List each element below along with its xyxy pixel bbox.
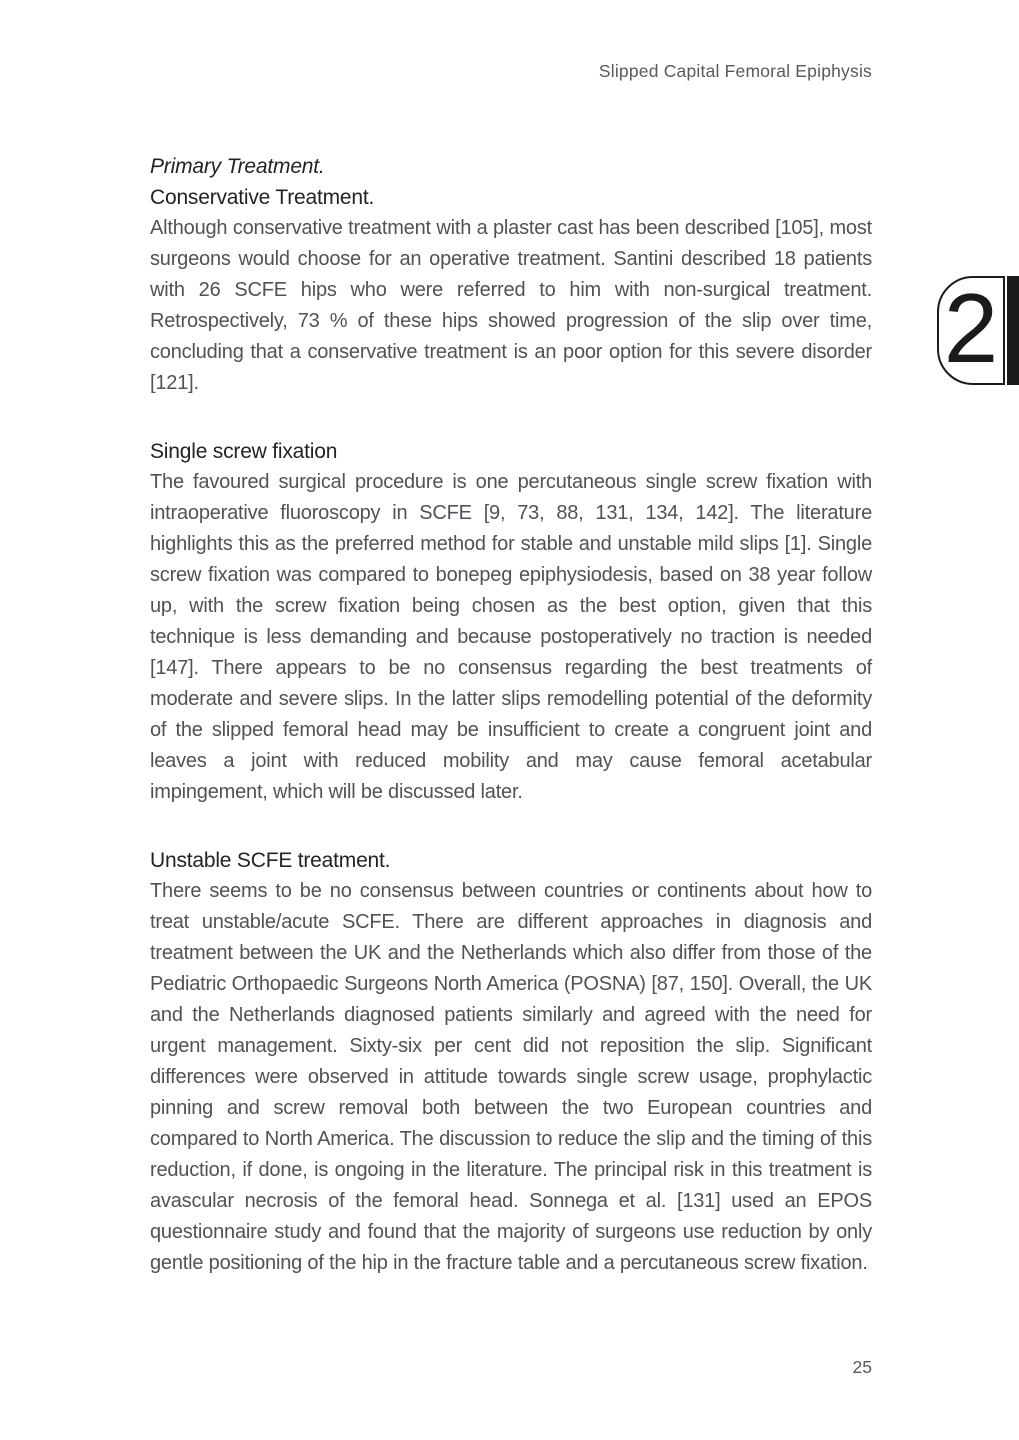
chapter-number-badge — [937, 272, 1005, 385]
heading-single-screw-fixation: Single screw fixation — [150, 440, 338, 463]
running-header: Slipped Capital Femoral Epiphysis — [598, 61, 872, 81]
chapter-number: 2 — [943, 272, 999, 383]
paragraph-single-screw-fixation: The favoured surgical procedure is one percutaneous single screw fixation with intraoperative fluoroscopy in SCFE [9, 73, 88, 131, 134, 142]. The literature highlights this as the preferred method for stable and unstable mild slips [1]. Single screw fixation was compared to bonepeg epiphysiodesis, based on 38 year follow up, with the screw fixation being chosen as the best option, given that this technique is less demanding and because postoperatively no traction is needed [147]. There appears to be no consensus regarding the best treatments of moderate and severe slips. In the latter slips remodelling potential of the deformity of the slipped femoral head may be insufficient to create a congruent joint and leaves a joint with reduced mobility and may cause femoral acetabular impingement, which will be discussed later. — [150, 471, 872, 803]
heading-primary-treatment: Primary Treatment. — [150, 155, 325, 178]
paragraph-unstable-scfe-treatment: There seems to be no consensus between countries or continents about how to treat unstable/acute SCFE. There are different approaches in diagnosis and treatment between the UK and the Netherlands which also differ from those of the Pediatric Orthopaedic Surgeons North America (POSNA) [87, 150]. Overall, the UK and the Netherlands diagnosed patients similarly and agreed with the need for urgent management. Sixty-six per cent did not reposition the slip. Significant differences were observed in attitude towards single screw usage, prophylactic pinning and screw removal both between the two European countries and compared to North America. The discussion to reduce the slip and the timing of this reduction, if done, is ongoing in the literature. The principal risk in this treatment is avascular necrosis of the femoral head. Sonnega et al. [131] used an EPOS questionnaire study and found that the majority of surgeons use reduction by only gentle positioning of the hip in the fracture table and a percutaneous screw fixation. — [150, 880, 872, 1274]
chapter-tab-bar — [1007, 276, 1019, 385]
text-block — [150, 151, 872, 1279]
paragraph-conservative-treatment: Although conservative treatment with a plaster cast has been described [105], most surgeons would choose for an operative treatment. Santini described 18 patients with 26 SCFE hips who were referred to him with non-surgical treatment. Retrospectively, 73 % of these hips showed progression of the slip over time, concluding that a conservative treatment is an poor option for this severe disorder [121]. — [150, 217, 872, 394]
heading-conservative-treatment: Conservative Treatment. — [150, 186, 375, 209]
heading-unstable-scfe-treatment: Unstable SCFE treatment. — [150, 849, 391, 872]
page-number: 25 — [852, 1357, 872, 1377]
